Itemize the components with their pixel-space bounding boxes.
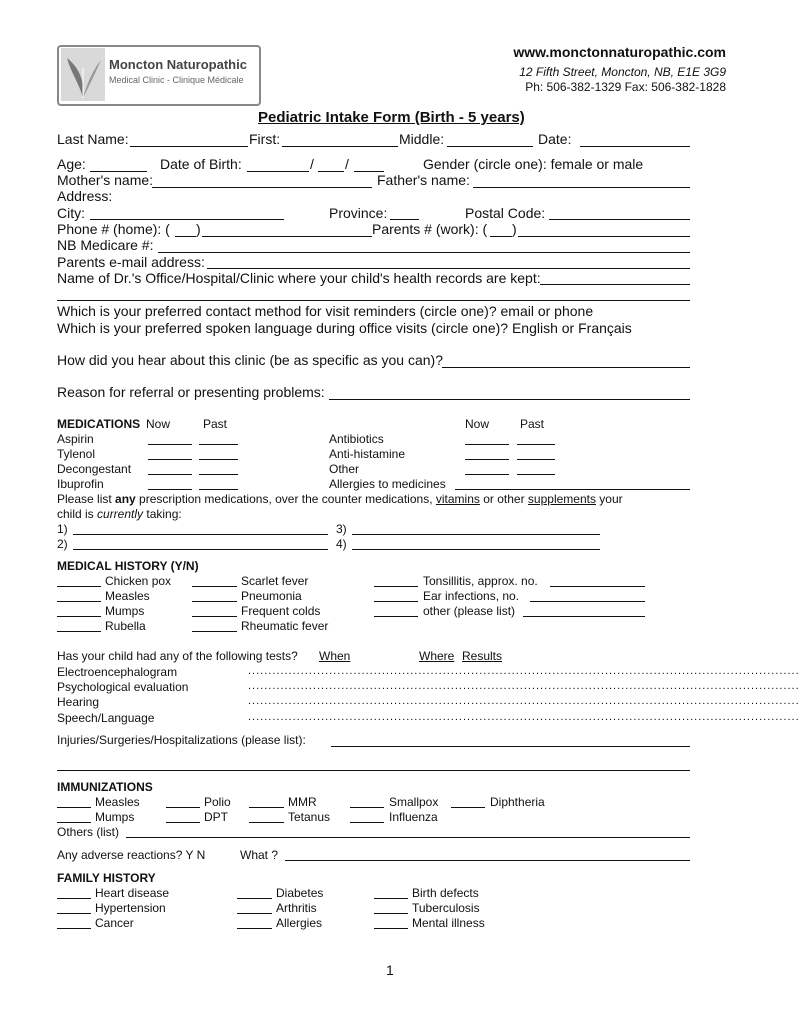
parents-work-field[interactable]	[518, 236, 690, 237]
family-history-item: Allergies	[276, 916, 323, 930]
family-history-field[interactable]	[237, 913, 272, 914]
medication-past-field[interactable]	[199, 489, 238, 490]
medication-label: Other	[329, 462, 360, 476]
medication-label: Ibuprofin	[57, 477, 104, 491]
mother-name-field[interactable]	[152, 187, 372, 188]
family-history-field[interactable]	[374, 898, 408, 899]
email-field[interactable]	[207, 268, 690, 269]
history-field[interactable]	[374, 586, 418, 587]
date-field[interactable]	[580, 146, 690, 147]
history-item: Ear infections, no.	[423, 589, 520, 603]
phone-home-label: Phone # (home): (	[57, 221, 170, 237]
family-history-field[interactable]	[57, 898, 91, 899]
test-field[interactable]: ........................................................................................................................................	[248, 695, 800, 707]
history-field[interactable]	[192, 601, 237, 602]
history-item: Scarlet fever	[241, 574, 309, 588]
clinic-address: 12 Fifth Street, Moncton, NB, E1E 3G9	[519, 65, 726, 79]
medication-now-field[interactable]	[148, 459, 192, 460]
immunization-item: Mumps	[95, 810, 135, 824]
medication-past-field[interactable]	[199, 459, 238, 460]
medicare-label: NB Medicare #:	[57, 237, 154, 253]
parents-work-area-field[interactable]	[490, 236, 512, 237]
family-history-item: Hypertension	[95, 901, 166, 915]
dob-separator: /	[310, 156, 314, 172]
history-field[interactable]	[192, 631, 237, 632]
history-field[interactable]	[192, 586, 237, 587]
immunization-field[interactable]	[451, 807, 485, 808]
medication-past-field[interactable]	[517, 474, 555, 475]
where-header: Where	[419, 649, 455, 663]
history-item: Frequent colds	[241, 604, 321, 618]
medication-past-field[interactable]	[517, 459, 555, 460]
others-list-field[interactable]	[126, 837, 690, 838]
dob-separator: /	[345, 156, 349, 172]
family-history-item: Birth defects	[412, 886, 479, 900]
immunization-item: Polio	[204, 795, 231, 809]
history-field[interactable]	[192, 616, 237, 617]
immunization-field[interactable]	[166, 822, 200, 823]
last-name-label: Last Name:	[57, 131, 129, 147]
history-field[interactable]	[57, 631, 101, 632]
now-header: Now	[146, 417, 171, 431]
immunization-field[interactable]	[166, 807, 200, 808]
family-history-field[interactable]	[57, 928, 91, 929]
medication-number: 1)	[57, 522, 68, 536]
province-field[interactable]	[390, 219, 419, 220]
referral-source-label: How did you hear about this clinic (be as specific as you can)?	[57, 352, 443, 368]
medication-now-field[interactable]	[465, 474, 509, 475]
medication-list-field-4[interactable]	[352, 549, 600, 550]
medication-past-field[interactable]	[517, 444, 555, 445]
history-field[interactable]	[57, 601, 101, 602]
injuries-field[interactable]	[331, 746, 690, 747]
phone-home-field[interactable]	[202, 236, 372, 237]
parents-work-paren: )	[512, 221, 517, 237]
father-name-field[interactable]	[473, 187, 690, 188]
ear-infections-count-field[interactable]	[530, 601, 645, 602]
mother-name-label: Mother's name:	[57, 172, 154, 188]
immunization-item: Diphtheria	[490, 795, 545, 809]
phone-home-area-field[interactable]	[175, 236, 196, 237]
medication-label: Antibiotics	[329, 432, 384, 446]
age-label: Age:	[57, 156, 86, 172]
logo-name: Moncton Naturopathic	[109, 57, 247, 72]
medication-label: Anti-histamine	[329, 447, 406, 461]
parents-work-label: Parents # (work): (	[372, 221, 488, 237]
test-item: Psychological evaluation	[57, 680, 189, 694]
history-item: other (please list)	[423, 604, 516, 618]
medication-label: Aspirin	[57, 432, 94, 446]
family-history-field[interactable]	[374, 913, 408, 914]
dob-label: Date of Birth:	[160, 156, 242, 172]
allergies-field[interactable]	[455, 489, 690, 490]
medication-number: 3)	[336, 522, 347, 536]
history-field[interactable]	[57, 616, 101, 617]
medication-now-field[interactable]	[465, 444, 509, 445]
family-history-item: Diabetes	[276, 886, 324, 900]
medicare-field[interactable]	[158, 252, 690, 253]
reason-field[interactable]	[329, 399, 690, 400]
medication-number: 2)	[57, 537, 68, 551]
referral-source-field[interactable]	[442, 367, 690, 368]
medication-past-field[interactable]	[199, 444, 238, 445]
immunization-field[interactable]	[249, 807, 284, 808]
immunization-field[interactable]	[57, 807, 91, 808]
test-field[interactable]: ........................................................................................................................................	[248, 680, 800, 692]
doctor-office-field[interactable]	[540, 284, 690, 285]
history-item: Mumps	[105, 604, 145, 618]
first-name-field[interactable]	[282, 146, 398, 147]
immunization-field[interactable]	[249, 822, 284, 823]
medications-heading: MEDICATIONS	[57, 417, 141, 431]
father-name-label: Father's name:	[377, 172, 470, 188]
family-history-heading: FAMILY HISTORY	[57, 871, 156, 885]
test-field[interactable]: ........................................................................................................................................	[248, 711, 800, 723]
medication-label: Decongestant	[57, 462, 132, 476]
now-header: Now	[465, 417, 490, 431]
clinic-website: www.monctonnaturopathic.com	[513, 44, 726, 60]
family-history-field[interactable]	[374, 928, 408, 929]
history-field[interactable]	[57, 586, 101, 587]
leaf-icon	[61, 48, 105, 101]
postal-code-field[interactable]	[549, 219, 690, 220]
injuries-field-2[interactable]	[57, 770, 690, 771]
family-history-item: Cancer	[95, 916, 134, 930]
last-name-field[interactable]	[130, 146, 248, 147]
language-preference-question[interactable]: Which is your preferred spoken language during office visits (circle one)? English or Français	[57, 320, 632, 336]
family-history-item: Tuberculosis	[412, 901, 480, 915]
tonsillitis-count-field[interactable]	[550, 586, 645, 587]
medication-list-field-2[interactable]	[73, 549, 328, 550]
results-header: Results	[462, 649, 503, 663]
medical-history-heading: MEDICAL HISTORY (Y/N)	[57, 559, 199, 573]
history-field[interactable]	[374, 601, 418, 602]
history-field[interactable]	[374, 616, 418, 617]
medication-now-field[interactable]	[148, 474, 192, 475]
what-label: What ?	[240, 848, 279, 862]
immunization-field[interactable]	[350, 807, 384, 808]
adverse-reactions-question[interactable]: Any adverse reactions? Y N	[57, 848, 206, 862]
injuries-label: Injuries/Surgeries/Hospitalizations (please list):	[57, 733, 306, 747]
medication-label: Allergies to medicines	[329, 477, 446, 491]
postal-code-label: Postal Code:	[465, 205, 546, 221]
immunization-item: DPT	[204, 810, 228, 824]
immunizations-heading: IMMUNIZATIONS	[57, 780, 153, 794]
medications-instructions: Please list any prescription medications, over the counter medications, vitamins or other supplements your	[57, 492, 623, 506]
medication-now-field[interactable]	[148, 489, 192, 490]
immunization-item: Smallpox	[389, 795, 439, 809]
province-label: Province:	[329, 205, 388, 221]
medication-past-field[interactable]	[199, 474, 238, 475]
logo-subtitle: Medical Clinic - Clinique Médicale	[109, 75, 244, 85]
dob-day-field[interactable]	[247, 171, 309, 172]
middle-name-label: Middle:	[399, 131, 445, 147]
family-history-item: Arthritis	[276, 901, 317, 915]
phone-home-paren: )	[196, 221, 201, 237]
medications-instructions-2: child is currently taking:	[57, 507, 182, 521]
history-item: Chicken pox	[105, 574, 172, 588]
history-item: Tonsillitis, approx. no.	[423, 574, 538, 588]
reason-label: Reason for referral or presenting problems:	[57, 384, 325, 400]
immunization-item: Measles	[95, 795, 140, 809]
medication-label: Tylenol	[57, 447, 96, 461]
family-history-field[interactable]	[237, 928, 272, 929]
history-item: Rheumatic fever	[241, 619, 329, 633]
test-item: Speech/Language	[57, 711, 155, 725]
dob-month-field[interactable]	[318, 171, 344, 172]
history-item: Measles	[105, 589, 150, 603]
immunization-field[interactable]	[350, 822, 384, 823]
medication-list-field-3[interactable]	[352, 534, 600, 535]
immunization-item: Influenza	[389, 810, 438, 824]
city-label: City:	[57, 205, 85, 221]
past-header: Past	[520, 417, 545, 431]
test-field[interactable]: ........................................................................................................................................	[248, 665, 800, 677]
medication-number: 4)	[336, 537, 347, 551]
doctor-office-label: Name of Dr.'s Office/Hospital/Clinic where your child's health records are kept:	[57, 270, 541, 286]
tests-question: Has your child had any of the following tests?	[57, 649, 298, 663]
date-label: Date:	[538, 131, 572, 147]
clinic-phone: Ph: 506-382-1329 Fax: 506-382-1828	[525, 80, 726, 94]
medication-now-field[interactable]	[148, 444, 192, 445]
history-item: Pneumonia	[241, 589, 302, 603]
test-item: Hearing	[57, 695, 100, 709]
immunization-item: MMR	[288, 795, 317, 809]
middle-name-field[interactable]	[447, 146, 533, 147]
family-history-field[interactable]	[57, 913, 91, 914]
immunization-field[interactable]	[57, 822, 91, 823]
immunization-item: Tetanus	[288, 810, 331, 824]
family-history-item: Heart disease	[95, 886, 170, 900]
email-label: Parents e-mail address:	[57, 254, 205, 270]
doctor-office-field-2[interactable]	[57, 300, 690, 301]
form-title: Pediatric Intake Form (Birth - 5 years)	[258, 109, 525, 126]
family-history-field[interactable]	[237, 898, 272, 899]
address-label: Address:	[57, 188, 113, 204]
first-name-label: First:	[249, 131, 281, 147]
history-item: Rubella	[105, 619, 146, 633]
city-field[interactable]	[90, 219, 284, 220]
clinic-logo	[57, 45, 261, 106]
page-number: 1	[386, 962, 394, 978]
medication-list-field-1[interactable]	[73, 534, 328, 535]
others-list-label: Others (list)	[57, 825, 120, 839]
test-item: Electroencephalogram	[57, 665, 178, 679]
contact-preference-question[interactable]: Which is your preferred contact method for visit reminders (circle one)? email or phone	[57, 303, 594, 319]
past-header: Past	[203, 417, 228, 431]
adverse-reactions-field[interactable]	[285, 860, 690, 861]
gender-question[interactable]: Gender (circle one): female or male	[423, 156, 644, 172]
when-header: When	[319, 649, 351, 663]
medication-now-field[interactable]	[465, 459, 509, 460]
other-history-field[interactable]	[523, 616, 645, 617]
family-history-item: Mental illness	[412, 916, 485, 930]
